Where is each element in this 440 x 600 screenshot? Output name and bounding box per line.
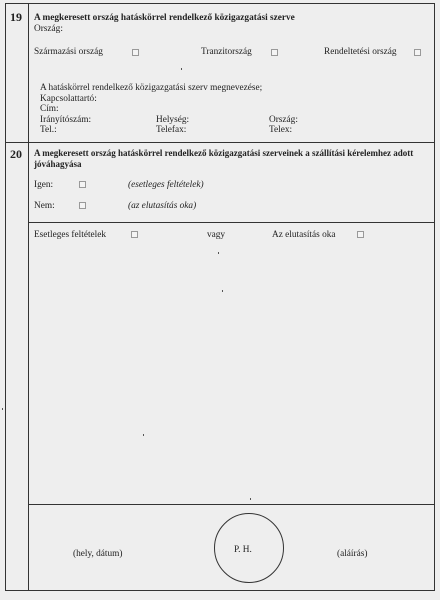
contact-label: Kapcsolattartó:	[40, 94, 97, 104]
yes-note: (esetleges feltételek)	[128, 180, 204, 190]
or-label: vagy	[207, 230, 226, 240]
country-field-label: Ország:	[269, 115, 298, 125]
no-checkbox[interactable]	[79, 202, 86, 209]
stamp-label: P. H.	[234, 545, 252, 555]
conditions-checkbox[interactable]	[131, 231, 138, 238]
section19-title: A megkeresett ország hatáskörrel rendelkező közigazgatási szerve	[34, 13, 295, 23]
destination-country-checkbox[interactable]	[414, 49, 421, 56]
section-number-19: 19	[10, 10, 22, 24]
conditions-label: Esetleges feltételek	[34, 230, 107, 240]
authority-name-label: A hatáskörrel rendelkező közigazgatási szerv megnevezése;	[40, 83, 263, 93]
transit-country-checkbox[interactable]	[271, 49, 278, 56]
section20-title-line1: A megkeresett ország hatáskörrel rendelkező közigazgatási szerveinek a szállítási kérelemhez adott	[34, 148, 414, 158]
scan-speck	[222, 290, 223, 292]
signature-divider	[28, 504, 435, 505]
scan-speck	[181, 68, 182, 70]
refusal-checkbox[interactable]	[357, 231, 364, 238]
number-column-divider	[28, 3, 29, 591]
signature-label: (aláírás)	[337, 549, 368, 559]
origin-country-checkbox[interactable]	[132, 49, 139, 56]
no-label: Nem:	[34, 201, 55, 211]
section20-title-line2: jóváhagyása	[34, 159, 82, 169]
refusal-label: Az elutasítás oka	[272, 230, 336, 240]
yes-label: Igen:	[34, 180, 54, 190]
scan-speck	[250, 498, 251, 500]
fax-label: Telefax:	[156, 125, 187, 135]
scan-speck	[143, 434, 144, 436]
country-label: Ország:	[34, 24, 63, 34]
postcode-label: Irányítószám:	[40, 115, 92, 125]
section-divider	[5, 142, 435, 143]
destination-country-label: Rendeltetési ország	[324, 47, 397, 57]
address-label: Cím:	[40, 104, 59, 114]
no-note: (az elutasítás oka)	[128, 201, 197, 211]
transit-country-label: Tranzitország	[201, 47, 252, 57]
origin-country-label: Származási ország	[34, 47, 103, 57]
place-date-label: (hely, dátum)	[73, 549, 123, 559]
telex-label: Telex:	[269, 125, 293, 135]
section-number-20: 20	[10, 147, 22, 161]
locality-label: Helység:	[156, 115, 190, 125]
section20-subdivider	[28, 222, 435, 223]
scan-speck	[218, 252, 219, 254]
yes-checkbox[interactable]	[79, 181, 86, 188]
scan-speck	[2, 408, 3, 410]
phone-label: Tel.:	[40, 125, 57, 135]
